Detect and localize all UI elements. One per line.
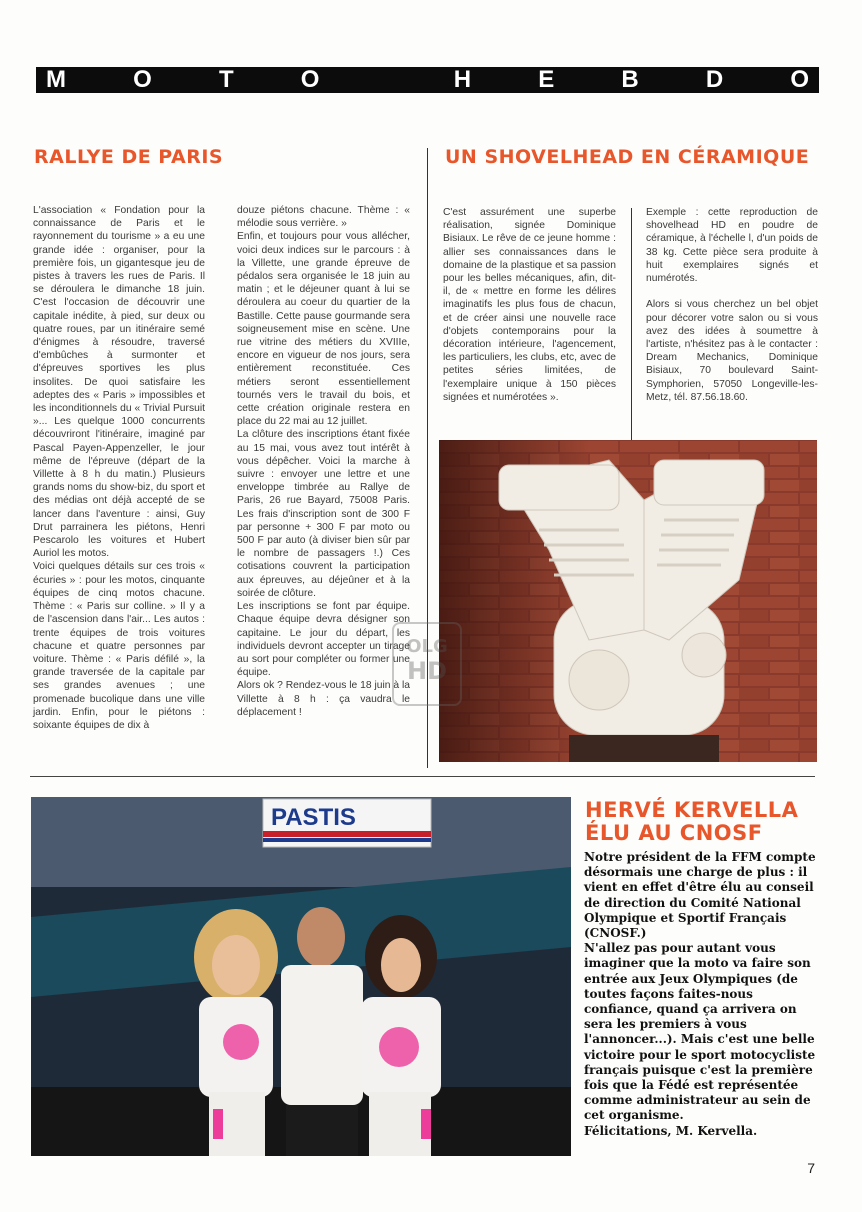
kervella-headline-line1: HERVÉ KERVELLA bbox=[585, 798, 799, 822]
page-number: 7 bbox=[807, 1160, 815, 1176]
section-divider bbox=[30, 776, 815, 777]
kervella-text: Notre président de la FFM compte désormais une charge de plus : il vient en effet d'être élu au conseil de direction du Comité National Olympique et Sportif Français (CNOSF.) N'allez pas pour autant vous imaginer que la moto va faire son entrée aux Jeux Olympiques (de toutes façons faites-nous confiance, quand ça arrivera on sera les premiers à vous l'annoncer...). Mais c'est une belle victoire pour le sport motocycliste français puisque c'est la première fois que la Fédé est représentée comme administrateur au sein de cet organisme. Félicitations, M. Kervella. bbox=[584, 850, 816, 1138]
masthead-letter: D bbox=[705, 66, 724, 93]
masthead-letter: E bbox=[538, 66, 555, 93]
shovelhead-text-2: Exemple : cette reproduction de shovelhead HD en poudre de céramique, à l'échelle l, d'un poids de 38 kg. Cette pièce sera produite à huit exemplaires signés et numérotés. Alors si vous cherchez un bel objet pour décorer votre salon ou si vous avez des idées à soumettre à l'artiste, n'hésitez pas à le contacter : Dream Mechanics, Dominique Bisiaux, 70 boulevard Saint-Symphorien, 57050 Longeville-les-Metz, tél. 87.56.18.60. bbox=[646, 207, 818, 403]
column-divider-small bbox=[631, 208, 632, 458]
rallye-text-2: douze piétons chacune. Thème : « mélodie sous verrière. » Enfin, et toujours pour vous allécher, voici deux indices sur le parcours : à la Villette, une grande épreuve de pédalos sera organisée le 18 juin au matin ; et le déjeuner quant à lui se déroulera au coeur du quartier de la Bastille. Cette pause gourmande sera soigneusement mise en scène. Une rue vitrine des métiers du XVIIIe, encore en vigueur de nos jours, sera entièrement reconstituée. Ces métiers seront essentiellement tournés vers le travail du bois, et cette création originale restera en place du 22 mai au 12 juillet. La clôture des inscriptions étant fixée au 15 mai, vous avez tout intérêt à vous dépêcher. Voici la marche à suivre : envoyer une lettre et une enveloppe timbrée au Rallye de Paris, 26 rue Bayard, 75008 Paris. Les frais d'inscription sont de 300 F par personne + 300 F par moto ou 500 F par auto (à diviser bien sûr par le nombre de passagers !.) Ces cotisations couvrent la participation aux épreuves, au déjeûner et à la soirée de clôture. Les inscriptions se font par équipe. Chaque équipe devra désigner son capitaine. Le jour du départ, les individuels devront accepter un tirage au sort pour compléter ou former une équipe. Alors ok ? Rendez-vous le 18 juin à la Villette à 8 h : ça vaudra le déplacement ! bbox=[237, 205, 410, 718]
kervella-body bbox=[584, 850, 820, 1139]
group-photo bbox=[31, 797, 571, 1156]
shovelhead-column-1 bbox=[443, 206, 616, 404]
watermark-logo bbox=[392, 622, 462, 706]
masthead-letter: H bbox=[453, 66, 472, 93]
masthead-letter: O bbox=[133, 66, 152, 93]
masthead-letter: T bbox=[218, 66, 234, 93]
masthead-bar bbox=[36, 67, 819, 93]
shovelhead-column-2 bbox=[646, 206, 818, 404]
kervella-headline-line2: ÉLU AU CNOSF bbox=[585, 821, 763, 845]
masthead-letter: O bbox=[300, 66, 320, 93]
banner-brand: PASTIS bbox=[271, 804, 356, 831]
watermark-line1: OLG bbox=[406, 636, 448, 657]
watermark-line2: HD bbox=[406, 657, 447, 685]
ceramic-engine-photo bbox=[439, 440, 817, 762]
masthead-letter: M bbox=[46, 66, 66, 93]
shovelhead-headline: UN SHOVELHEAD EN CÉRAMIQUE bbox=[445, 146, 810, 168]
shovelhead-text-1: C'est assurément une superbe réalisation, signée Dominique Bisiaux. Le rêve de ce jeune homme : allier ses connaissances dans le domaine de la plastique et sa passion pour les belles mécaniques, afin, dit-il, de « mettre en forme les délires imaginatifs les plus fous de chacun, et de créer ainsi une nouvelle race d'objets contemporains pour la décoration intérieure, l'agencement, les particuliers, les clubs, etc, avec de petites séries limitées, de l'exemplaire unique à 150 pièces signées et numérotées ». bbox=[443, 207, 616, 403]
rallye-column-2 bbox=[237, 204, 410, 719]
masthead-letter: O bbox=[790, 66, 809, 93]
rallye-headline: RALLYE DE PARIS bbox=[34, 146, 224, 168]
masthead-letter: B bbox=[621, 66, 639, 93]
rallye-text-1: L'association « Fondation pour la connaissance de Paris et le rayonnement du tourisme » a eu une grande idée : organiser, pour la première fois, un gigantesque jeu de pistes à travers les rues de Paris. Il se déroulera le dimanche 18 juin. C'est l'occasion de découvrir une capitale inédite, à pied, sur deux ou quatre roues, par un itinéraire semé d'énigmes à résoudre, traversé d'embûches à surmonter et d'épreuves sportives les plus insolites. De quoi satisfaire les adeptes des « Paris » impossibles et les inconditionnels du « Trivial Pursuit »... Les quelque 1000 concurrents découvriront l'itinéraire, imaginé par Pascal Payen-Appenzeller, le jour même de l'épreuve (départ de la Villette à 8 h du matin.) Plusieurs grands noms du show-biz, du sport et des médias ont déjà accepté de se lancer dans l'aventure : ainsi, Guy Drut parrainera les piétons, Henri Pescarolo les voitures et Hubert Auriol les motos. Voici quelques détails sur ces trois « écuries » : pour les motos, cinquante équipes de cinq motos chacune. Thème : « Paris sur colline. » Il y a de l'ascension dans l'air... Les autos : trente équipes de trois voitures chacune et quatre personnes par voiture. Thème : « Paris défilé », la grande traversée de la capitale par ses grandes avenues ; une promenade bucolique dans une ville jardin. Enfin, pour le piétons : soixante équipes de dix à bbox=[33, 205, 205, 731]
rallye-column-1 bbox=[33, 204, 205, 732]
